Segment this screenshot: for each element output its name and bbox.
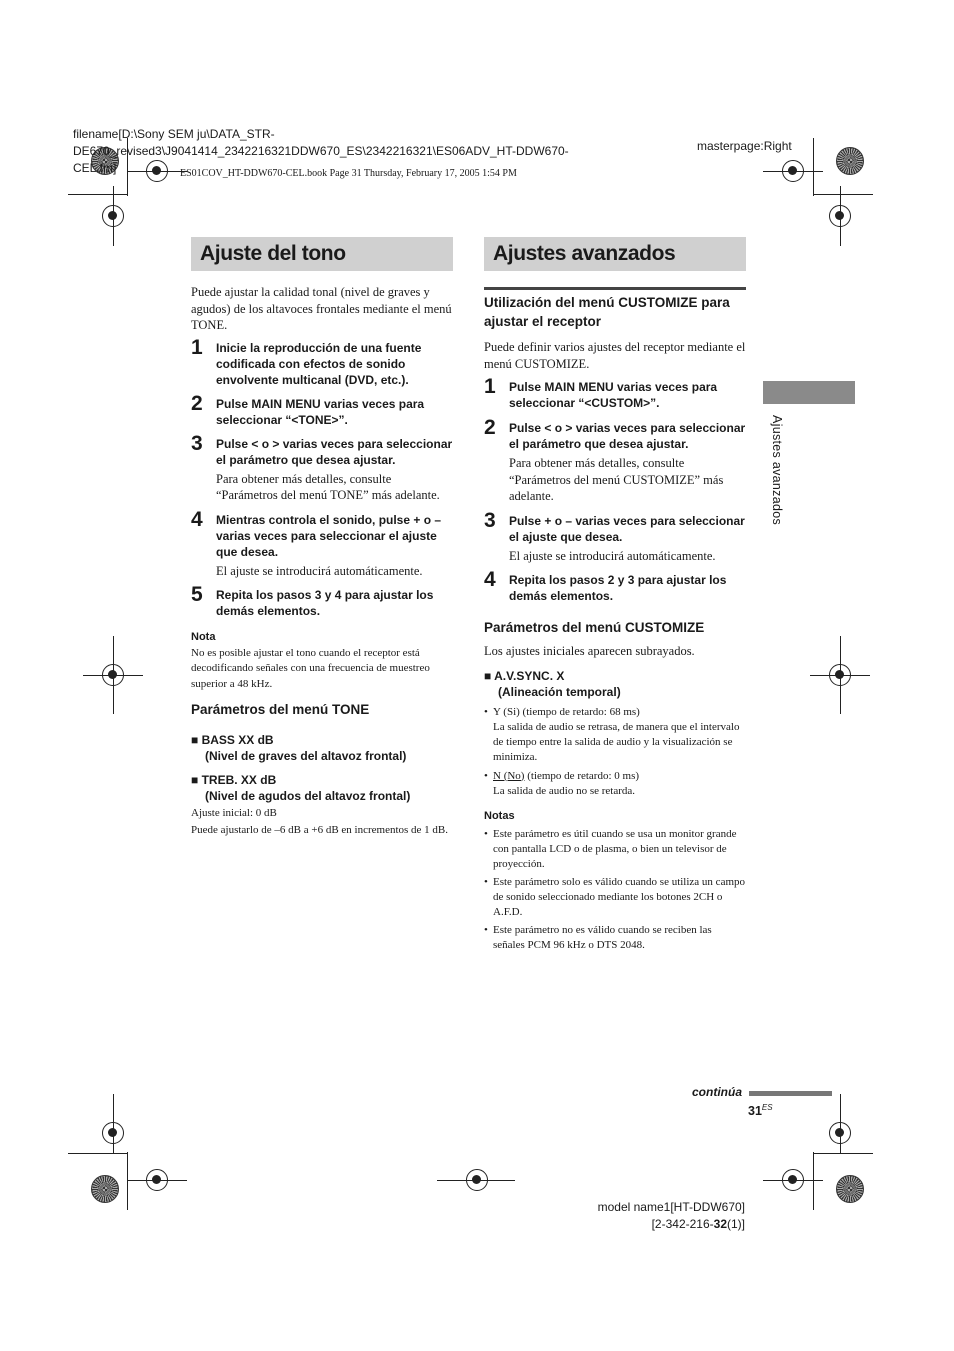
nota-item: • Este parámetro es útil cuando se usa un monitor grande con pantalla LCD o de plasma, o bien un televisor de proyección. — [484, 827, 746, 873]
step-number: 1 — [484, 375, 496, 398]
model-info — [588, 1199, 745, 1233]
registration-crosshair — [840, 636, 841, 714]
step-number: 2 — [191, 391, 203, 415]
step-note: El ajuste se introducirá automáticamente. — [216, 563, 423, 578]
registration-crosshair — [840, 1094, 841, 1154]
step-text: Pulse MAIN MENU varias veces para seleccionar “<TONE>”. — [216, 396, 425, 427]
model-code-post: (1)] — [727, 1217, 745, 1231]
param-name: ■ A.V.SYNC. X — [484, 668, 565, 683]
section-title-tone: Ajuste del tono — [191, 237, 453, 271]
right-intro: Puede definir varios ajustes del receptor mediante el menú CUSTOMIZE. — [484, 340, 746, 371]
step-text: Mientras controla el sonido, pulse + o – varias veces para seleccionar el ajuste que desea. — [216, 512, 442, 559]
crop-mark — [813, 1152, 814, 1210]
step-number: 3 — [191, 431, 203, 455]
customize-heading: Utilización del menú CUSTOMIZE para ajustar el receptor — [484, 295, 730, 329]
model-line-1: model name1[HT-DDW670] — [597, 1200, 745, 1214]
registration-crosshair — [763, 1180, 823, 1181]
option-rest: (tiempo de retardo: 0 ms) — [524, 769, 640, 782]
model-code-pre: [2-342-216- — [651, 1217, 714, 1231]
step-number: 5 — [191, 583, 203, 606]
param-desc: (Alineación temporal) — [498, 684, 621, 699]
notas-heading: Notas — [484, 810, 515, 823]
step-text: Repita los pasos 2 y 3 para ajustar los demás elementos. — [509, 573, 727, 603]
param-name: ■ BASS XX dB — [191, 733, 274, 747]
registration-crosshair — [113, 636, 114, 714]
tone-params-heading: Parámetros del menú TONE — [191, 702, 370, 717]
option-label-default: N (No) — [493, 769, 525, 782]
registration-dial-icon — [91, 1175, 119, 1203]
param-avsync — [484, 668, 746, 700]
nota-text: No es posible ajustar el tono cuando el receptor está decodificando señales con una frecuencia de muestreo superior a 48 kHz. — [191, 646, 430, 690]
step-1 — [191, 335, 453, 388]
registration-crosshair — [437, 1180, 515, 1181]
continua-bar — [749, 1091, 832, 1096]
step-text: Pulse MAIN MENU varias veces para seleccionar “<CUSTOM>”. — [509, 380, 718, 410]
step-note: El ajuste se introducirá automáticamente. — [509, 548, 716, 563]
param-bass — [191, 732, 453, 764]
crop-mark — [127, 1152, 128, 1210]
registration-crosshair — [763, 171, 823, 172]
option-detail: La salida de audio se retrasa, de manera que el intervalo de tiempo entre la salida de audio y la visualización se minimiza. — [493, 720, 740, 764]
param-desc: (Nivel de graves del altavoz frontal) — [205, 749, 407, 763]
page-number — [748, 1103, 773, 1118]
step-3 — [191, 431, 453, 504]
step-number: 4 — [191, 507, 203, 531]
crop-mark — [813, 138, 814, 196]
param-name: ■ TREB. XX dB — [191, 773, 277, 787]
initial-setting: Ajuste inicial: 0 dB — [191, 807, 277, 819]
continua-label: continúa — [692, 1085, 742, 1099]
step-number: 3 — [484, 508, 496, 532]
registration-dial-icon — [836, 147, 864, 175]
crop-mark — [68, 1153, 128, 1154]
step-4 — [484, 568, 746, 604]
param-treble — [191, 772, 453, 804]
option-label: Y (Si) — [493, 705, 520, 718]
registration-crosshair — [113, 1094, 114, 1154]
section-title-advanced: Ajustes avanzados — [484, 237, 746, 271]
nota-item: • Este parámetro solo es válido cuando se utiliza un campo de sonido seleccionado mediante los botones 2CH o A.F.D. — [484, 875, 746, 921]
step-text: Pulse + o – varias veces para seleccionar el ajuste que desea. — [509, 513, 745, 544]
param-desc: (Nivel de agudos del altavoz frontal) — [205, 789, 411, 803]
step-4 — [191, 507, 453, 580]
filename-line: DE670_revised3\J9041414_2342216321DDW670_ES\2342216321\ES06ADV_HT-DDW670- — [73, 144, 569, 158]
header-masterpage: masterpage:Right — [697, 139, 792, 153]
model-code-bold: 32 — [713, 1217, 727, 1231]
option-no — [484, 769, 746, 800]
step-text: Pulse < o > varias veces para seleccionar el parámetro que desea ajustar. — [509, 421, 746, 451]
model-line-2 — [588, 1216, 745, 1233]
step-text: Inicie la reproducción de una fuente codificada con efectos de sonido envolvente multicanal (DVD, etc.). — [216, 340, 422, 387]
step-text: Repita los pasos 3 y 4 para ajustar los demás elementos. — [216, 588, 434, 618]
crop-mark — [813, 194, 873, 195]
filename-line: filename[D:\Sony SEM ju\DATA_STR- — [73, 127, 275, 141]
nota-heading: Nota — [191, 631, 216, 643]
crop-mark — [68, 194, 128, 195]
sub-heading-rule — [484, 287, 746, 290]
side-section-label: Ajustes avanzados — [770, 415, 784, 526]
page-number-suffix: ES — [761, 1103, 773, 1112]
step-2 — [191, 391, 453, 428]
left-intro: Puede ajustar la calidad tonal (nivel de graves y agudos) de los altavoces frontales mediante el menú TONE. — [191, 285, 452, 332]
step-note: Para obtener más detalles, consulte “Parámetros del menú CUSTOMIZE” más adelante. — [509, 456, 724, 503]
registration-crosshair — [840, 186, 841, 246]
params-intro: Los ajustes iniciales aparecen subrayados. — [484, 644, 695, 658]
step-note: Para obtener más detalles, consulte “Parámetros del menú TONE” más adelante. — [216, 471, 440, 502]
step-3 — [484, 508, 746, 565]
side-tab-marker — [763, 381, 855, 404]
step-1 — [484, 375, 746, 411]
option-yes — [484, 705, 746, 766]
step-2 — [484, 416, 746, 505]
right-column — [484, 293, 746, 953]
header-book-line: ES01COV_HT-DDW670-CEL.book Page 31 Thursday, February 17, 2005 1:54 PM — [180, 168, 517, 179]
option-detail: La salida de audio no se retarda. — [493, 784, 636, 797]
registration-crosshair — [113, 186, 114, 246]
step-text: Pulse < o > varias veces para seleccionar el parámetro que desea ajustar. — [216, 436, 453, 467]
nota-item: • Este parámetro no es válido cuando se reciben las señales PCM 96 kHz o DTS 2048. — [484, 923, 746, 954]
step-number: 2 — [484, 416, 496, 439]
range-text: Puede ajustarlo de –6 dB a +6 dB en incrementos de 1 dB. — [191, 823, 449, 836]
step-number: 4 — [484, 568, 496, 591]
left-column — [191, 284, 453, 838]
step-number: 1 — [191, 335, 203, 359]
step-5 — [191, 583, 453, 619]
registration-crosshair — [127, 1180, 187, 1181]
registration-dial-icon — [836, 1175, 864, 1203]
option-rest: (tiempo de retardo: 68 ms) — [519, 705, 640, 718]
filename-line: CEL.fm] — [73, 161, 117, 175]
crop-mark — [813, 1153, 873, 1154]
page-number-value: 31 — [748, 1104, 762, 1119]
customize-params-heading: Parámetros del menú CUSTOMIZE — [484, 620, 705, 635]
